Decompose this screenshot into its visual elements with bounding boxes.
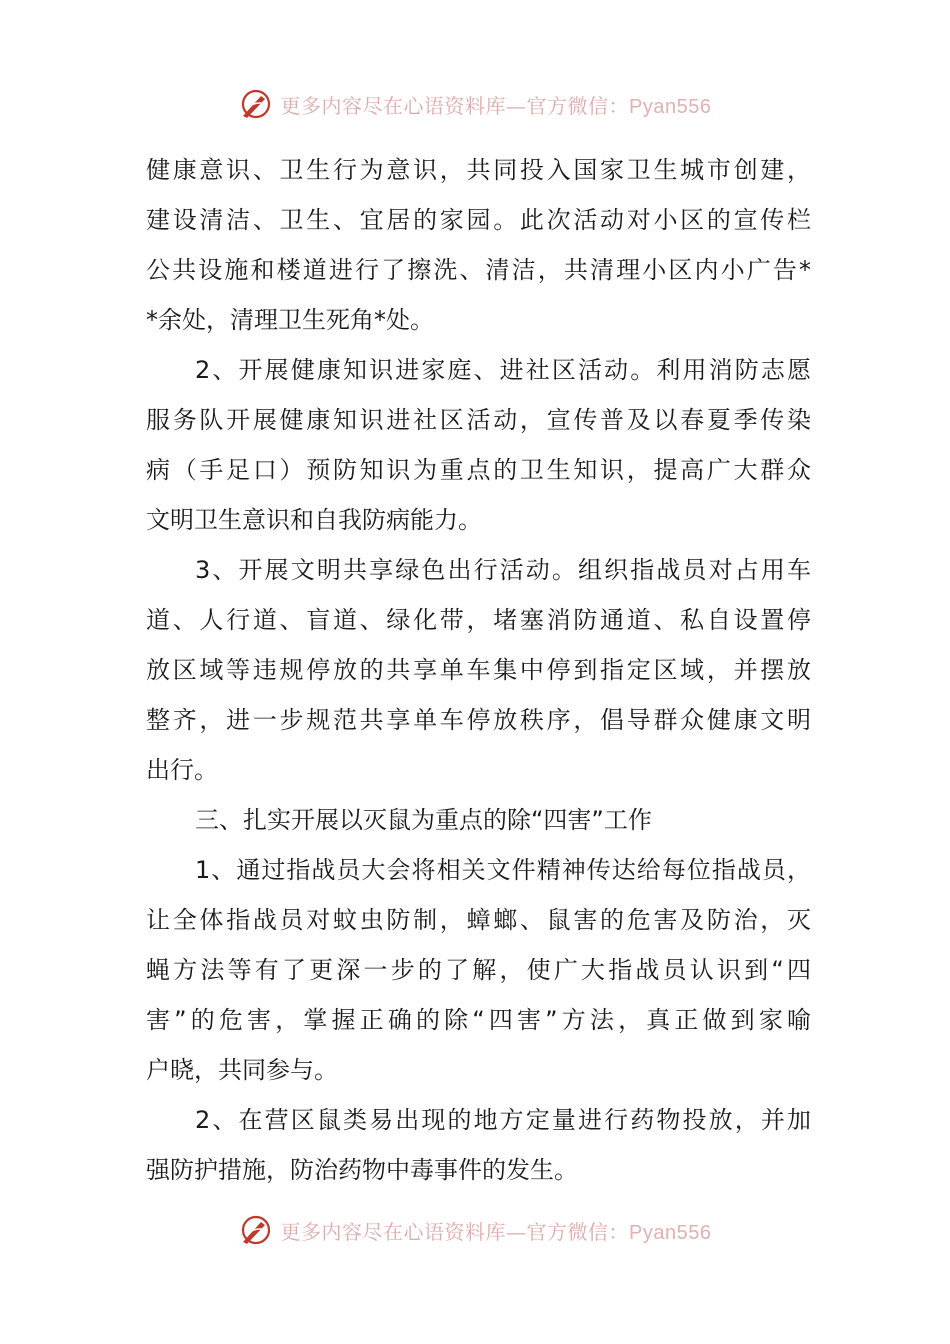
paragraph-2 bbox=[146, 345, 811, 545]
text-line: 2、开展健康知识进家庭、进社区活动。利用消防志愿 bbox=[195, 356, 811, 384]
document-body bbox=[146, 145, 811, 1195]
text-line: 害”的危害，掌握正确的除“四害”方法，真正做到家喻 bbox=[146, 1006, 811, 1034]
text-line: 病（手足口）预防知识为重点的卫生知识，提高广大群众 bbox=[146, 456, 811, 484]
text-line: 强防护措施，防治药物中毒事件的发生。 bbox=[146, 1156, 578, 1184]
watermark-text: 更多内容尽在心语资料库—官方微信：Pyan556 bbox=[280, 1219, 712, 1244]
text-line: 1、通过指战员大会将相关文件精神传达给每位指战员， bbox=[195, 856, 811, 884]
text-line: 出行。 bbox=[146, 756, 218, 784]
text-line: 蝇方法等有了更深一步的了解，使广大指战员认识到“四 bbox=[146, 956, 811, 984]
paragraph-5 bbox=[146, 1095, 811, 1195]
paragraph-4 bbox=[146, 845, 811, 1095]
text-line: 服务队开展健康知识进社区活动，宣传普及以春夏季传染 bbox=[146, 406, 811, 434]
text-line: 道、人行道、盲道、绿化带，堵塞消防通道、私自设置停 bbox=[146, 606, 811, 634]
footer-watermark bbox=[0, 1210, 950, 1250]
header-watermark bbox=[0, 84, 950, 124]
text-line: 户晓，共同参与。 bbox=[146, 1056, 338, 1084]
watermark-text: 更多内容尽在心语资料库—官方微信：Pyan556 bbox=[280, 93, 712, 118]
text-line: 文明卫生意识和自我防病能力。 bbox=[146, 506, 482, 534]
watermark-id: Pyan556 bbox=[629, 95, 712, 118]
heading-line: 三、扎实开展以灭鼠为重点的除“四害”工作 bbox=[195, 806, 652, 834]
section-heading bbox=[146, 795, 811, 845]
text-line: 健康意识、卫生行为意识，共同投入国家卫生城市创建， bbox=[146, 156, 811, 184]
watermark-logo-icon bbox=[239, 87, 273, 121]
text-line: 让全体指战员对蚊虫防制，蟑螂、鼠害的危害及防治，灭 bbox=[146, 906, 811, 934]
paragraph-1 bbox=[146, 145, 811, 345]
text-line: 公共设施和楼道进行了擦洗、清洁，共清理小区内小广告* bbox=[146, 256, 811, 284]
text-line: 整齐，进一步规范共享单车停放秩序，倡导群众健康文明 bbox=[146, 706, 811, 734]
watermark-logo-icon bbox=[239, 1213, 273, 1247]
text-line: *余处，清理卫生死角*处。 bbox=[146, 306, 434, 334]
watermark-id: Pyan556 bbox=[629, 1221, 712, 1244]
paragraph-3 bbox=[146, 545, 811, 795]
text-line: 2、在营区鼠类易出现的地方定量进行药物投放，并加 bbox=[195, 1106, 811, 1134]
text-line: 建设清洁、卫生、宜居的家园。此次活动对小区的宣传栏 bbox=[146, 206, 811, 234]
text-line: 3、开展文明共享绿色出行活动。组织指战员对占用车 bbox=[195, 556, 811, 584]
text-line: 放区域等违规停放的共享单车集中停到指定区域，并摆放 bbox=[146, 656, 811, 684]
